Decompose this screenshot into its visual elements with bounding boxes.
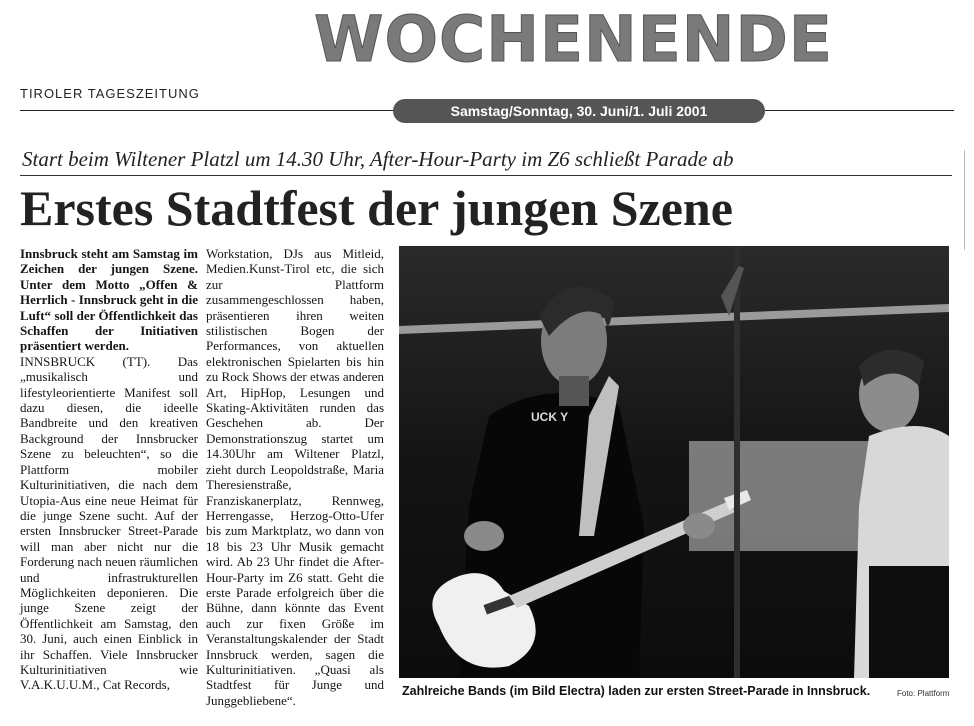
newspaper-name: TIROLER TAGESZEITUNG xyxy=(20,86,200,101)
article-subheadline: Start beim Wiltener Platzl um 14.30 Uhr, After-Hour-Party im Z6 schließt Parade ab xyxy=(22,147,734,171)
article-column-2 xyxy=(206,246,384,708)
issue-date: Samstag/Sonntag, 30. Juni/1. Juli 2001 xyxy=(393,99,765,123)
article-headline: Erstes Stadtfest der jungen Szene xyxy=(20,180,733,236)
header-rule-left xyxy=(20,110,398,111)
article-body-col2: Workstation, DJs aus Mitleid, Medien.Kunst-Tirol etc, die sich zur Plattform zusammengeschlossen haben, präsentieren ihren weiten stilistischen Bogen der Performances, von aktuellen elektronischen Spielarten bis hin zu Rock Shows der etwas anderen Art, HipHop, Lesungen und Skating-Aktivitäten runden das Geschehen ab. Der Demonstrationszug startet um 14.30Uhr am Wiltener Platzl, zieht durch Leopoldstraße, Maria Theresienstraße, Franziskanerplatz, Rennweg, Herrengasse, Herzog-Otto-Ufer bis zum Marktplatz, wo dann von 18 bis 23 Uhr Musik gemacht wird. Ab 23 Uhr findet die After-Hour-Party im Z6 statt. Geht die erste Parade erfolgreich über die Bühne, dann könnte das Event auch zur fixen Größe im Veranstaltungskalender der Stadt Innsbruck werden, sagen die Kulturinitiativen. „Quasi als Stadtfest für Junge und Junggebliebene“. xyxy=(206,246,384,708)
shirt-text: UCK Y xyxy=(531,410,569,424)
band-photo-illustration xyxy=(399,246,949,678)
photo-caption: Zahlreiche Bands (im Bild Electra) laden zur ersten Street-Parade in Innsbruck. xyxy=(402,684,871,698)
photo-credit: Foto: Plattform xyxy=(897,689,950,698)
header-rule-right xyxy=(764,110,954,111)
article-lead: Innsbruck steht am Samstag im Zeichen der jungen Szene. Unter dem Motto „Offen & Herrlich - Innsbruck geht in die Luft“ soll der Öffentlichkeit das Schaffen der Initiativen präsentiert werden. xyxy=(20,246,198,354)
band-photo xyxy=(399,246,949,678)
scan-edge xyxy=(964,150,971,250)
subheadline-rule xyxy=(20,175,952,176)
article-column-1 xyxy=(20,246,198,693)
article-body-col1: INNSBRUCK (TT). Das „musikalisch und lifestyleorientierte Manifest soll dazu diesen, die ideelle Bandbreite und den kreativen Background der Innsbrucker Szene zu beleuchten“, so die Plattform mobiler Kulturinitiativen, die nach dem Utopia-Aus eine neue Heimat für die junge Szene sucht. Auf der ersten Innsbrucker Street-Parade will man aber nicht nur die Forderung nach neuen räumlichen und infrastrukturellen Möglichkeiten deponieren. Die junge Szene zeigt der Öffentlichkeit am Samstag, den 30. Juni, auch einen Einblick in ihr Schaffen. Viele Innsbrucker Kulturinitiativen wie V.A.K.U.U.M., Cat Records, xyxy=(20,353,198,693)
section-title: WOCHENENDE xyxy=(314,3,833,76)
